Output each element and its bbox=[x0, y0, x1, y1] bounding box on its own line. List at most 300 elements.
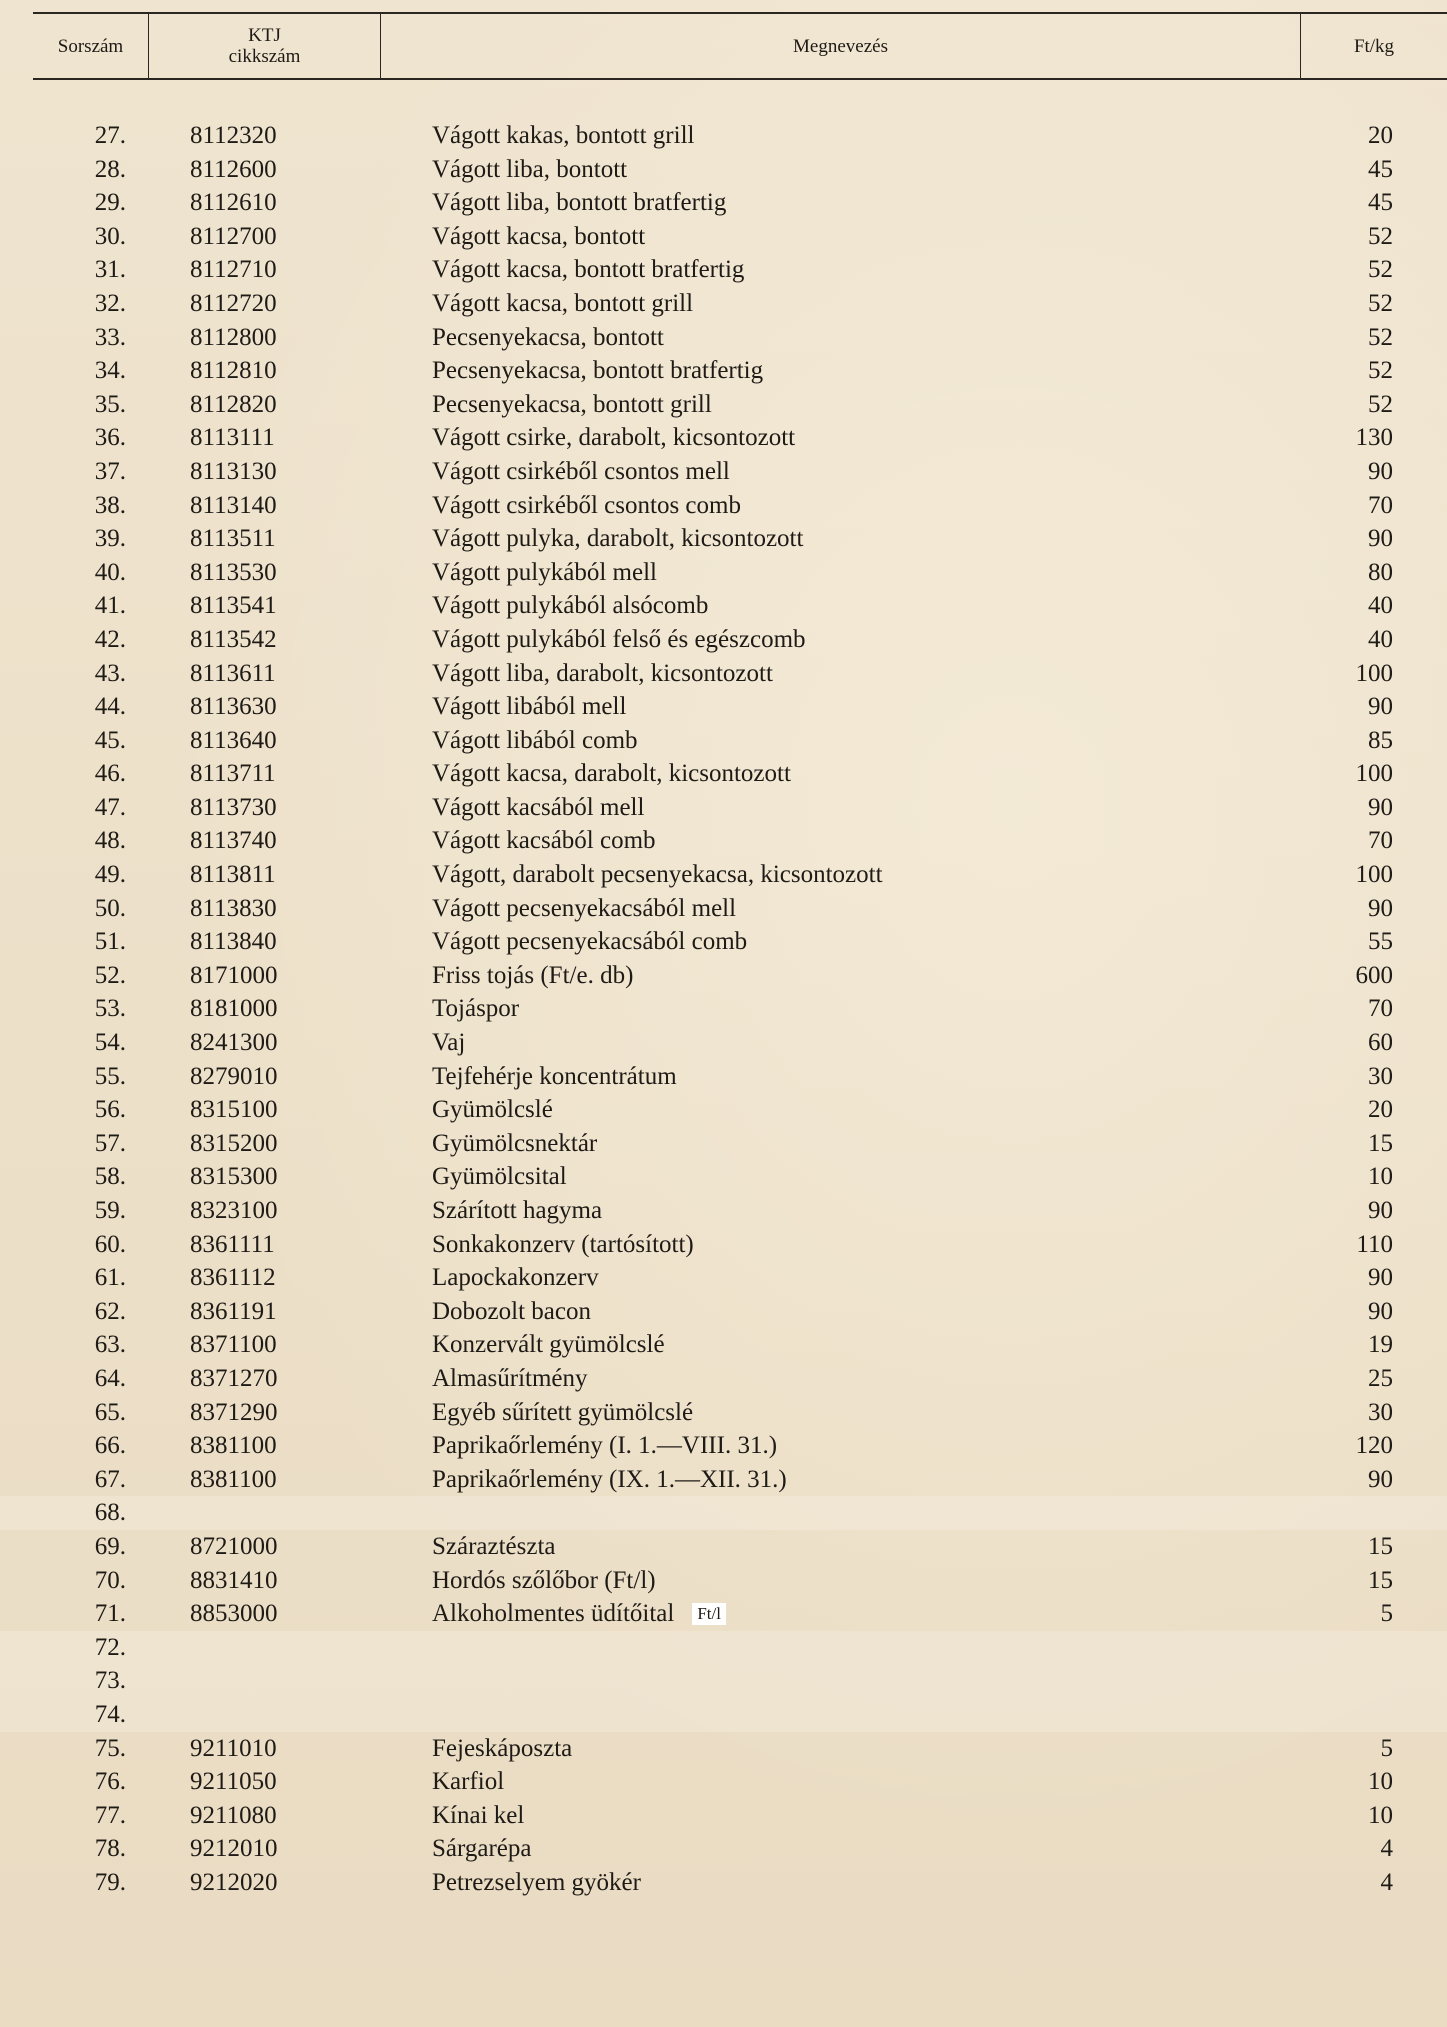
table-row bbox=[0, 1832, 1447, 1866]
row-number: 56. bbox=[94, 1096, 126, 1124]
row-name: Almasűrítmény bbox=[432, 1364, 588, 1392]
row-name: Vágott liba, darabolt, kicsontozott bbox=[432, 659, 773, 687]
row-price: 45 bbox=[1368, 155, 1393, 183]
row-name-cell bbox=[432, 1832, 1252, 1866]
row-number: 30. bbox=[94, 222, 126, 250]
row-name: Pecsenyekacsa, bontott bratfertig bbox=[432, 357, 764, 385]
table-row bbox=[0, 1396, 1447, 1430]
table-row bbox=[0, 1429, 1447, 1463]
row-ktj-code: 8113511 bbox=[190, 525, 276, 553]
row-price: 5 bbox=[1380, 1734, 1393, 1762]
row-number: 77. bbox=[94, 1801, 126, 1829]
row-number: 59. bbox=[94, 1197, 126, 1224]
row-ktj-code: 8831410 bbox=[190, 1566, 278, 1594]
table-row bbox=[0, 354, 1447, 388]
row-name-cell bbox=[432, 858, 1252, 892]
row-name: Alkoholmentes üdítőital bbox=[432, 1600, 675, 1628]
table-row bbox=[0, 455, 1447, 489]
table-row bbox=[0, 186, 1447, 220]
row-ktj-code: 8381100 bbox=[190, 1432, 277, 1460]
table-body bbox=[0, 119, 1447, 1899]
row-ktj-code: 8181000 bbox=[190, 995, 278, 1023]
table-row bbox=[0, 556, 1447, 590]
row-price: 90 bbox=[1368, 693, 1393, 721]
row-number: 52. bbox=[94, 961, 126, 989]
row-name: Konzervált gyümölcslé bbox=[432, 1331, 665, 1359]
row-number: 40. bbox=[94, 558, 126, 586]
row-price: 90 bbox=[1368, 894, 1393, 922]
row-number: 39. bbox=[94, 525, 126, 553]
row-ktj-code: 8371100 bbox=[190, 1331, 277, 1359]
row-name-cell bbox=[432, 1530, 1252, 1564]
row-name: Paprikaőrlemény (I. 1.—VIII. 31.) bbox=[432, 1432, 778, 1460]
row-price: 120 bbox=[1355, 1432, 1393, 1460]
table-row bbox=[0, 1698, 1447, 1732]
row-number: 58. bbox=[94, 1163, 126, 1191]
row-name: Vágott libából mell bbox=[432, 693, 627, 721]
row-ktj-code: 8112320 bbox=[190, 122, 277, 149]
row-name: Szárított hagyma bbox=[432, 1197, 603, 1224]
row-name: Vágott liba, bontott bratfertig bbox=[432, 189, 727, 217]
row-number: 49. bbox=[94, 861, 126, 889]
row-number: 65. bbox=[94, 1398, 126, 1426]
row-price: 100 bbox=[1355, 861, 1393, 889]
row-price: 90 bbox=[1368, 1197, 1393, 1224]
table-row bbox=[0, 992, 1447, 1026]
row-number: 34. bbox=[94, 357, 126, 385]
row-name-cell bbox=[432, 388, 1252, 422]
row-name-cell bbox=[432, 1799, 1252, 1833]
row-name-cell bbox=[432, 1564, 1252, 1598]
header-ktj-line2: cikkszám bbox=[228, 46, 301, 67]
row-name: Dobozolt bacon bbox=[432, 1297, 591, 1325]
row-name: Vágott csirkéből csontos comb bbox=[432, 491, 741, 519]
row-name: Vágott pecsenyekacsából mell bbox=[432, 894, 737, 922]
row-number: 79. bbox=[94, 1868, 126, 1896]
row-price: 90 bbox=[1368, 525, 1393, 553]
row-price: 70 bbox=[1368, 995, 1393, 1023]
row-ktj-code: 8315100 bbox=[190, 1096, 278, 1124]
row-name-cell bbox=[432, 556, 1252, 590]
row-price: 15 bbox=[1368, 1566, 1393, 1594]
table-row bbox=[0, 892, 1447, 926]
row-name-cell bbox=[432, 1866, 1252, 1900]
row-ktj-code: 8113840 bbox=[190, 928, 277, 956]
row-ktj-code: 8361111 bbox=[190, 1230, 275, 1258]
row-price: 52 bbox=[1368, 256, 1393, 284]
row-number: 55. bbox=[94, 1062, 126, 1090]
table-row bbox=[0, 1362, 1447, 1396]
table-row bbox=[0, 119, 1447, 153]
row-price: 110 bbox=[1356, 1230, 1393, 1258]
row-price: 70 bbox=[1368, 491, 1393, 519]
row-name-cell bbox=[432, 724, 1252, 758]
row-ktj-code: 8112700 bbox=[190, 222, 277, 250]
table-row bbox=[0, 623, 1447, 657]
row-name: Vágott kakas, bontott grill bbox=[432, 122, 695, 149]
row-name: Vágott kacsából comb bbox=[432, 827, 656, 855]
row-name-cell bbox=[432, 153, 1252, 187]
row-name: Vágott libából comb bbox=[432, 726, 638, 754]
row-name-cell bbox=[432, 1396, 1252, 1430]
row-name-cell bbox=[432, 1060, 1252, 1094]
table-row bbox=[0, 1732, 1447, 1766]
table-row bbox=[0, 1463, 1447, 1497]
row-price: 90 bbox=[1368, 1465, 1393, 1493]
row-price: 52 bbox=[1368, 289, 1393, 317]
table-header bbox=[33, 12, 1447, 80]
row-price: 80 bbox=[1368, 558, 1393, 586]
table-row bbox=[0, 757, 1447, 791]
row-number: 66. bbox=[94, 1432, 126, 1460]
row-number: 72. bbox=[94, 1633, 126, 1661]
header-ktj-cikkszam bbox=[149, 14, 381, 78]
row-name-cell bbox=[432, 1026, 1252, 1060]
table-row bbox=[0, 824, 1447, 858]
row-unit-note: Ft/l bbox=[692, 1603, 726, 1625]
row-price: 90 bbox=[1368, 457, 1393, 485]
row-number: 71. bbox=[94, 1600, 126, 1628]
table-row bbox=[0, 388, 1447, 422]
row-price: 100 bbox=[1355, 659, 1393, 687]
row-number: 48. bbox=[94, 827, 126, 855]
row-ktj-code: 8361112 bbox=[190, 1264, 276, 1292]
row-price: 130 bbox=[1355, 424, 1393, 452]
row-name: Vágott kacsából mell bbox=[432, 793, 645, 821]
row-name: Vágott, darabolt pecsenyekacsa, kicsontozott bbox=[432, 861, 883, 889]
table-row bbox=[0, 522, 1447, 556]
row-name: Vágott kacsa, bontott bratfertig bbox=[432, 256, 745, 284]
row-number: 67. bbox=[94, 1465, 126, 1493]
row-name-cell bbox=[432, 1127, 1252, 1161]
row-price: 25 bbox=[1368, 1364, 1393, 1392]
table-row bbox=[0, 791, 1447, 825]
row-price: 4 bbox=[1380, 1868, 1393, 1896]
row-number: 42. bbox=[94, 625, 126, 653]
row-price: 10 bbox=[1368, 1163, 1393, 1191]
row-name: Vágott liba, bontott bbox=[432, 155, 628, 183]
row-price: 600 bbox=[1355, 961, 1393, 989]
row-name-cell bbox=[432, 321, 1252, 355]
row-number: 33. bbox=[94, 323, 126, 351]
header-megnevezes: Megnevezés bbox=[381, 14, 1301, 78]
row-name: Karfiol bbox=[432, 1768, 505, 1796]
header-ft-kg: Ft/kg bbox=[1353, 35, 1395, 57]
table-row bbox=[0, 724, 1447, 758]
row-ktj-code: 8113640 bbox=[190, 726, 277, 754]
row-price: 19 bbox=[1368, 1331, 1393, 1359]
row-name: Vágott pulykából mell bbox=[432, 558, 657, 586]
row-ktj-code: 9211080 bbox=[190, 1801, 277, 1829]
row-price: 30 bbox=[1368, 1062, 1393, 1090]
row-name: Vágott kacsa, darabolt, kicsontozott bbox=[432, 760, 791, 788]
row-price: 45 bbox=[1368, 189, 1393, 217]
row-name: Gyümölcsnektár bbox=[432, 1129, 598, 1157]
row-ktj-code: 8113130 bbox=[190, 457, 277, 485]
row-number: 43. bbox=[94, 659, 126, 687]
row-price: 90 bbox=[1368, 1264, 1393, 1292]
row-name: Vágott pulykából alsócomb bbox=[432, 592, 709, 620]
row-ktj-code: 8113541 bbox=[190, 592, 277, 620]
table-row bbox=[0, 1530, 1447, 1564]
row-ktj-code: 8721000 bbox=[190, 1532, 278, 1560]
table-row bbox=[0, 489, 1447, 523]
table-row bbox=[0, 1597, 1447, 1631]
table-row bbox=[0, 1026, 1447, 1060]
table-row bbox=[0, 1799, 1447, 1833]
row-number: 28. bbox=[94, 155, 126, 183]
row-name: Vágott pulykából felső és egészcomb bbox=[432, 625, 806, 653]
row-number: 60. bbox=[94, 1230, 126, 1258]
row-price: 4 bbox=[1380, 1835, 1393, 1863]
row-number: 54. bbox=[94, 1029, 126, 1057]
row-number: 51. bbox=[94, 928, 126, 956]
row-name: Friss tojás (Ft/e. db) bbox=[432, 961, 634, 989]
row-name-cell bbox=[432, 757, 1252, 791]
row-number: 64. bbox=[94, 1364, 126, 1392]
row-number: 61. bbox=[94, 1264, 126, 1292]
row-ktj-code: 9212010 bbox=[190, 1835, 278, 1863]
row-price: 100 bbox=[1355, 760, 1393, 788]
row-number: 35. bbox=[94, 390, 126, 418]
row-name-cell bbox=[432, 959, 1252, 993]
row-name-cell bbox=[432, 623, 1252, 657]
row-ktj-code: 8113111 bbox=[190, 424, 275, 452]
row-number: 32. bbox=[94, 289, 126, 317]
row-number: 46. bbox=[94, 760, 126, 788]
row-name-cell bbox=[432, 1765, 1252, 1799]
row-name-cell bbox=[432, 186, 1252, 220]
table-row bbox=[0, 1261, 1447, 1295]
row-name: Pecsenyekacsa, bontott bbox=[432, 323, 664, 351]
table-row bbox=[0, 1060, 1447, 1094]
row-number: 68. bbox=[94, 1499, 126, 1527]
row-price: 20 bbox=[1368, 122, 1393, 149]
row-number: 37. bbox=[94, 457, 126, 485]
row-name: Száraztészta bbox=[432, 1532, 556, 1560]
row-number: 38. bbox=[94, 491, 126, 519]
row-price: 40 bbox=[1368, 592, 1393, 620]
table-row bbox=[0, 1328, 1447, 1362]
row-ktj-code: 8112600 bbox=[190, 155, 277, 183]
row-ktj-code: 8112710 bbox=[190, 256, 277, 284]
row-name: Tejfehérje koncentrátum bbox=[432, 1062, 677, 1090]
row-ktj-code: 8315300 bbox=[190, 1163, 278, 1191]
row-name-cell bbox=[432, 1429, 1252, 1463]
table-row bbox=[0, 1765, 1447, 1799]
row-ktj-code: 8113530 bbox=[190, 558, 277, 586]
row-name-cell bbox=[432, 992, 1252, 1026]
row-name: Gyümölcsital bbox=[432, 1163, 567, 1191]
row-ktj-code: 8112810 bbox=[190, 357, 277, 385]
row-name: Vágott kacsa, bontott bbox=[432, 222, 646, 250]
row-name-cell bbox=[432, 1261, 1252, 1295]
row-name: Egyéb sűrített gyümölcslé bbox=[432, 1398, 694, 1426]
row-number: 62. bbox=[94, 1297, 126, 1325]
header-sorszam: Sorszám bbox=[33, 14, 149, 78]
row-ktj-code: 8112820 bbox=[190, 390, 277, 418]
row-price: 20 bbox=[1368, 1096, 1393, 1124]
table-row bbox=[0, 1194, 1447, 1228]
row-ktj-code: 8113140 bbox=[190, 491, 277, 519]
row-ktj-code: 8371290 bbox=[190, 1398, 278, 1426]
row-name-cell bbox=[432, 455, 1252, 489]
table-row bbox=[0, 1127, 1447, 1161]
table-row bbox=[0, 1564, 1447, 1598]
row-number: 73. bbox=[94, 1667, 126, 1695]
row-name-cell bbox=[432, 589, 1252, 623]
table-row bbox=[0, 690, 1447, 724]
table-row bbox=[0, 1866, 1447, 1900]
row-price: 30 bbox=[1368, 1398, 1393, 1426]
table-row bbox=[0, 220, 1447, 254]
row-name-cell bbox=[432, 1597, 1252, 1631]
row-ktj-code: 9211050 bbox=[190, 1768, 277, 1796]
row-name-cell bbox=[432, 1194, 1252, 1228]
row-price: 52 bbox=[1368, 390, 1393, 418]
row-number: 69. bbox=[94, 1532, 126, 1560]
row-name: Vágott kacsa, bontott grill bbox=[432, 289, 694, 317]
row-price: 85 bbox=[1368, 726, 1393, 754]
row-name: Gyümölcslé bbox=[432, 1096, 553, 1124]
row-name: Sonkakonzerv (tartósított) bbox=[432, 1230, 694, 1258]
row-price: 52 bbox=[1368, 323, 1393, 351]
row-number: 47. bbox=[94, 793, 126, 821]
row-name-cell bbox=[432, 892, 1252, 926]
row-ktj-code: 8113630 bbox=[190, 693, 277, 721]
row-number: 50. bbox=[94, 894, 126, 922]
row-name: Sárgarépa bbox=[432, 1835, 532, 1863]
row-name: Lapockakonzerv bbox=[432, 1264, 599, 1292]
row-name-cell bbox=[432, 925, 1252, 959]
row-ktj-code: 8112720 bbox=[190, 289, 277, 317]
table-row bbox=[0, 1631, 1447, 1665]
row-number: 36. bbox=[94, 424, 126, 452]
row-number: 29. bbox=[94, 189, 126, 217]
row-name-cell bbox=[432, 657, 1252, 691]
row-ktj-code: 9211010 bbox=[190, 1734, 277, 1762]
row-price: 15 bbox=[1368, 1129, 1393, 1157]
row-name-cell bbox=[432, 824, 1252, 858]
row-name-cell bbox=[432, 791, 1252, 825]
row-number: 70. bbox=[94, 1566, 126, 1594]
row-name-cell bbox=[432, 220, 1252, 254]
table-row bbox=[0, 153, 1447, 187]
table-row bbox=[0, 421, 1447, 455]
row-name-cell bbox=[432, 287, 1252, 321]
row-ktj-code: 8853000 bbox=[190, 1600, 278, 1628]
table-row bbox=[0, 959, 1447, 993]
row-price: 52 bbox=[1368, 222, 1393, 250]
table-row bbox=[0, 925, 1447, 959]
row-ktj-code: 8113542 bbox=[190, 625, 277, 653]
row-ktj-code: 8361191 bbox=[190, 1297, 277, 1325]
row-name-cell bbox=[432, 1228, 1252, 1262]
row-number: 41. bbox=[94, 592, 126, 620]
row-ktj-code: 8113811 bbox=[190, 861, 276, 889]
row-number: 78. bbox=[94, 1835, 126, 1863]
row-number: 53. bbox=[94, 995, 126, 1023]
table-row bbox=[0, 1295, 1447, 1329]
row-name-cell bbox=[432, 1732, 1252, 1766]
row-price: 60 bbox=[1368, 1029, 1393, 1057]
row-price: 55 bbox=[1368, 928, 1393, 956]
row-price: 10 bbox=[1368, 1801, 1393, 1829]
table-row bbox=[0, 1664, 1447, 1698]
table-row bbox=[0, 253, 1447, 287]
row-price: 5 bbox=[1380, 1600, 1393, 1628]
row-number: 74. bbox=[94, 1700, 126, 1728]
row-ktj-code: 8113730 bbox=[190, 793, 277, 821]
row-name: Tojáspor bbox=[432, 995, 520, 1023]
row-name: Vágott csirke, darabolt, kicsontozott bbox=[432, 424, 796, 452]
row-number: 31. bbox=[94, 256, 126, 284]
row-name: Pecsenyekacsa, bontott grill bbox=[432, 390, 712, 418]
row-price: 40 bbox=[1368, 625, 1393, 653]
table-row bbox=[0, 657, 1447, 691]
row-name: Hordós szőlőbor (Ft/l) bbox=[432, 1566, 656, 1594]
row-name-cell bbox=[432, 1362, 1252, 1396]
row-ktj-code: 8371270 bbox=[190, 1364, 278, 1392]
table-row bbox=[0, 287, 1447, 321]
row-name-cell bbox=[432, 421, 1252, 455]
table-row bbox=[0, 858, 1447, 892]
row-price: 70 bbox=[1368, 827, 1393, 855]
row-name: Vágott csirkéből csontos mell bbox=[432, 457, 730, 485]
row-ktj-code: 8112610 bbox=[190, 189, 277, 217]
row-name: Fejeskáposzta bbox=[432, 1734, 573, 1762]
row-name: Vaj bbox=[432, 1029, 466, 1057]
row-ktj-code: 8113830 bbox=[190, 894, 277, 922]
row-ktj-code: 8113740 bbox=[190, 827, 277, 855]
row-ktj-code: 8315200 bbox=[190, 1129, 278, 1157]
row-ktj-code: 8171000 bbox=[190, 961, 278, 989]
row-name-cell bbox=[432, 253, 1252, 287]
table-row bbox=[0, 1496, 1447, 1530]
row-ktj-code: 8323100 bbox=[190, 1197, 278, 1224]
row-ktj-code: 9212020 bbox=[190, 1868, 278, 1896]
header-ktj-line1: KTJ bbox=[248, 25, 281, 46]
row-number: 27. bbox=[94, 122, 126, 149]
row-number: 57. bbox=[94, 1129, 126, 1157]
row-number: 44. bbox=[94, 693, 126, 721]
row-ktj-code: 8112800 bbox=[190, 323, 277, 351]
row-name: Paprikaőrlemény (IX. 1.—XII. 31.) bbox=[432, 1465, 787, 1493]
row-name-cell bbox=[432, 1295, 1252, 1329]
row-name: Vágott pulyka, darabolt, kicsontozott bbox=[432, 525, 804, 553]
row-name-cell bbox=[432, 119, 1252, 153]
row-name: Petrezselyem gyökér bbox=[432, 1868, 641, 1896]
row-ktj-code: 8113711 bbox=[190, 760, 276, 788]
row-number: 45. bbox=[94, 726, 126, 754]
row-name-cell bbox=[432, 1463, 1252, 1497]
table-row bbox=[0, 589, 1447, 623]
row-name: Vágott pecsenyekacsából comb bbox=[432, 928, 748, 956]
table-row bbox=[0, 1228, 1447, 1262]
row-number: 63. bbox=[94, 1331, 126, 1359]
table-row bbox=[0, 1160, 1447, 1194]
table-row bbox=[0, 1093, 1447, 1127]
row-name: Kínai kel bbox=[432, 1801, 525, 1829]
row-name-cell bbox=[432, 690, 1252, 724]
row-name-cell bbox=[432, 489, 1252, 523]
row-name-cell bbox=[432, 354, 1252, 388]
row-ktj-code: 8381100 bbox=[190, 1465, 277, 1493]
row-ktj-code: 8241300 bbox=[190, 1029, 278, 1057]
row-number: 76. bbox=[94, 1768, 126, 1796]
row-price: 15 bbox=[1368, 1532, 1393, 1560]
row-name-cell bbox=[432, 1160, 1252, 1194]
